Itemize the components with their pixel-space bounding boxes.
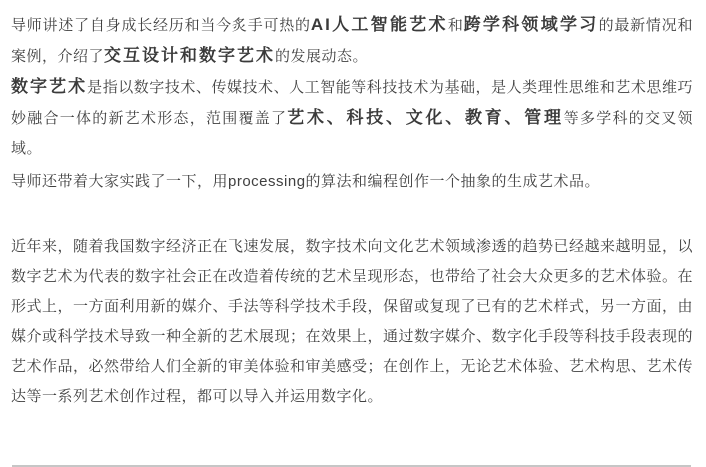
paragraph-digital-art-definition: [11, 72, 693, 164]
keyword-interdisciplinary-learning: 跨学科领域学习: [463, 15, 599, 34]
text-run: 是指以数字技术、传媒技术、人工智能等科技技术为基础，是人类理性思维和艺术思维巧妙融合一体的新艺术形态，范围覆盖了: [11, 79, 694, 127]
text-run: 等多学科的交叉领域。: [11, 110, 693, 157]
text-run: 导师讲述了自身成长经历和当今炙手可热的: [11, 17, 311, 34]
paragraph-practice: [11, 167, 693, 197]
keyword-interaction-design-digital-art: 交互设计和数字艺术: [104, 46, 276, 65]
text-run: 和: [447, 17, 464, 34]
text-run: 的最新情况和案例，介绍了: [11, 17, 693, 65]
keyword-ai-art: AI人工智能艺术: [310, 15, 448, 34]
text-run: 近年来，随着我国数字经济正在飞速发展，数字技术向文化艺术领域渗透的趋势已经越来越明显，以数字艺术为代表的数字社会正在改造着传统的艺术呈现形态，也带给了社会大众更多的艺术体验。在形式上，一方面利用新的媒介、手法等科学技术手段，保留或复现了已有的艺术样式，另一方面，由媒介或科学技术导致一种全新的艺术展现；在效果上，通过数字媒介、数字化手段等科技手段表现的艺术作品，必然带给人们全新的审美体验和审美感受；在创作上，无论艺术体验、艺术构思、艺术传达等一系列艺术创作过程，都可以导入并运用数字化。: [11, 238, 694, 405]
paragraph-spacer: [11, 197, 693, 227]
paragraph-intro: [11, 10, 693, 72]
text-run: 的发展动态。: [275, 48, 369, 65]
keyword-digital-art: 数字艺术: [11, 77, 88, 96]
keyword-disciplines: 艺术、科技、文化、教育、管理: [287, 108, 564, 127]
text-run: 导师还带着大家实践了一下，用processing的算法和编程创作一个抽象的生成艺术品。: [11, 173, 601, 190]
paragraph-trend: [11, 232, 693, 412]
